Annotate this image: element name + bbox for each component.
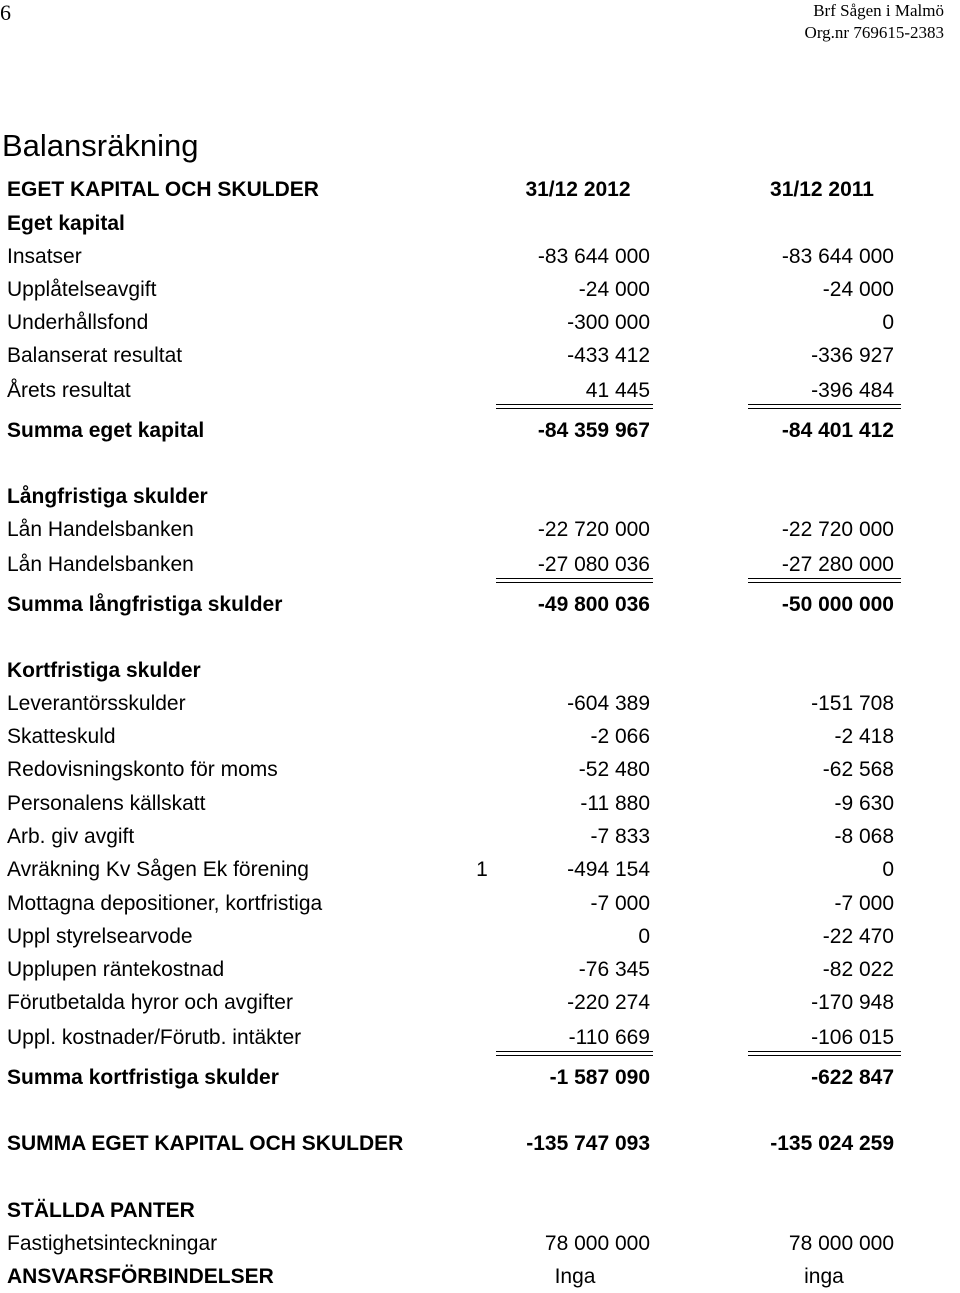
langfristiga-heading: [0, 480, 960, 513]
row-label: Underhållsfond: [7, 311, 149, 334]
value-2012: -110 669: [568, 1026, 650, 1049]
page-title: Balansräkning: [2, 128, 199, 163]
double-underline: [496, 1051, 653, 1056]
sum-2012: -84 359 967: [537, 419, 650, 442]
eget-kapital-heading: [0, 207, 960, 240]
value-2012: -7 000: [590, 892, 650, 915]
row-label: Insatser: [7, 245, 82, 268]
value-2012: -220 274: [567, 991, 650, 1014]
value-2011: -62 568: [822, 758, 894, 781]
row-label: Avräkning Kv Sågen Ek förening: [7, 858, 309, 881]
value-2012: -11 880: [580, 792, 650, 815]
value-2012: 0: [638, 925, 650, 948]
table-row: [0, 339, 960, 372]
value-2012: -2 066: [590, 725, 650, 748]
table-row: [0, 920, 960, 953]
sum-label: Summa eget kapital: [7, 419, 205, 442]
row-label: ANSVARSFÖRBINDELSER: [7, 1265, 274, 1288]
note-reference: 1: [476, 858, 488, 881]
table-row: [0, 1021, 960, 1054]
sum-row: [0, 1061, 960, 1094]
value-2011: 0: [882, 858, 894, 881]
row-label: Upplåtelseavgift: [7, 278, 157, 301]
heading-label: Långfristiga skulder: [7, 485, 208, 508]
heading-label: Eget kapital: [7, 212, 125, 235]
value-2011: -2 418: [834, 725, 894, 748]
value-2011: -22 470: [822, 925, 894, 948]
row-label: Lån Handelsbanken: [7, 518, 194, 541]
value-2012: -7 833: [590, 825, 650, 848]
double-underline: [748, 1051, 901, 1056]
table-row: [0, 273, 960, 306]
row-label: Upplupen räntekostnad: [7, 958, 225, 981]
row-label: Uppl. kostnader/Förutb. intäkter: [7, 1026, 302, 1049]
value-2011: 0: [882, 311, 894, 334]
row-label: Leverantörsskulder: [7, 692, 186, 715]
org-name: Brf Sågen i Malmö: [813, 1, 944, 20]
table-row: [0, 374, 960, 407]
grand-total-row: [0, 1127, 960, 1160]
value-2011: -27 280 000: [781, 553, 894, 576]
total-2011: -135 024 259: [770, 1132, 894, 1155]
row-label: Mottagna depositioner, kortfristiga: [7, 892, 323, 915]
ansvarsforbindelser-row: [0, 1260, 960, 1293]
table-row: [0, 953, 960, 986]
value-2011: -22 720 000: [781, 518, 894, 541]
value-2011: -106 015: [811, 1026, 894, 1049]
row-label: Arb. giv avgift: [7, 825, 135, 848]
total-2012: -135 747 093: [526, 1132, 650, 1155]
row-label: Fastighetsinteckningar: [7, 1232, 218, 1255]
table-row: [0, 820, 960, 853]
row-label: Redovisningskonto för moms: [7, 758, 278, 781]
row-label: Lån Handelsbanken: [7, 553, 194, 576]
heading-label: STÄLLDA PANTER: [7, 1199, 195, 1222]
value-2012: -76 345: [578, 958, 650, 981]
row-label: Uppl styrelsearvode: [7, 925, 193, 948]
org-header: [805, 0, 944, 44]
value-2011: -151 708: [811, 692, 894, 715]
org-number: Org.nr 769615-2383: [804, 23, 944, 42]
value-2012: -300 000: [567, 311, 650, 334]
sum-label: Summa långfristiga skulder: [7, 593, 283, 616]
value-2012: Inga: [554, 1265, 596, 1288]
row-label: Skatteskuld: [7, 725, 116, 748]
stallda-panter-heading: [0, 1194, 960, 1227]
table-row: [0, 787, 960, 820]
double-underline: [496, 404, 653, 409]
table-row: [0, 306, 960, 339]
row-label: Årets resultat: [7, 379, 131, 402]
value-2011: 78 000 000: [788, 1232, 894, 1255]
sum-row: [0, 414, 960, 447]
table-row: [0, 240, 960, 273]
table-row: [0, 1227, 960, 1260]
heading-label: Kortfristiga skulder: [7, 659, 201, 682]
value-2012: 41 445: [585, 379, 650, 402]
value-2012: -604 389: [567, 692, 650, 715]
value-2011: -83 644 000: [781, 245, 894, 268]
table-row: [0, 548, 960, 581]
value-2011: -7 000: [834, 892, 894, 915]
value-2012: -433 412: [567, 344, 650, 367]
column-header-row: [0, 173, 960, 206]
value-2012: -27 080 036: [537, 553, 650, 576]
double-underline: [748, 578, 901, 583]
value-2012: -24 000: [578, 278, 650, 301]
table-row: [0, 720, 960, 753]
sum-label: Summa kortfristiga skulder: [7, 1066, 279, 1089]
value-2012: 78 000 000: [544, 1232, 650, 1255]
value-2012: -494 154: [567, 858, 650, 881]
table-row: [0, 753, 960, 786]
value-2011: -24 000: [822, 278, 894, 301]
table-row: [0, 887, 960, 920]
table-row: [0, 986, 960, 1019]
value-2012: -22 720 000: [537, 518, 650, 541]
table-row: [0, 853, 960, 886]
table-row: [0, 513, 960, 546]
sum-2011: -84 401 412: [781, 419, 894, 442]
value-2011: -8 068: [834, 825, 894, 848]
double-underline: [496, 578, 653, 583]
double-underline: [748, 404, 901, 409]
value-2011: inga: [804, 1265, 844, 1288]
sum-2011: -50 000 000: [781, 593, 894, 616]
section-title: EGET KAPITAL OCH SKULDER: [7, 178, 319, 201]
row-label: Personalens källskatt: [7, 792, 206, 815]
column-2012: 31/12 2012: [525, 178, 631, 201]
row-label: Balanserat resultat: [7, 344, 183, 367]
sum-row: [0, 588, 960, 621]
value-2012: -52 480: [578, 758, 650, 781]
table-row: [0, 687, 960, 720]
sum-2012: -49 800 036: [537, 593, 650, 616]
total-label: SUMMA EGET KAPITAL OCH SKULDER: [7, 1132, 404, 1155]
value-2011: -336 927: [811, 344, 894, 367]
row-label: Förutbetalda hyror och avgifter: [7, 991, 293, 1014]
value-2011: -396 484: [811, 379, 894, 402]
value-2011: -82 022: [822, 958, 894, 981]
column-2011: 31/12 2011: [770, 178, 874, 201]
page-number: 6: [0, 0, 11, 25]
kortfristiga-heading: [0, 654, 960, 687]
sum-2012: -1 587 090: [549, 1066, 650, 1089]
value-2011: -9 630: [834, 792, 894, 815]
value-2012: -83 644 000: [537, 245, 650, 268]
sum-2011: -622 847: [811, 1066, 894, 1089]
value-2011: -170 948: [811, 991, 894, 1014]
